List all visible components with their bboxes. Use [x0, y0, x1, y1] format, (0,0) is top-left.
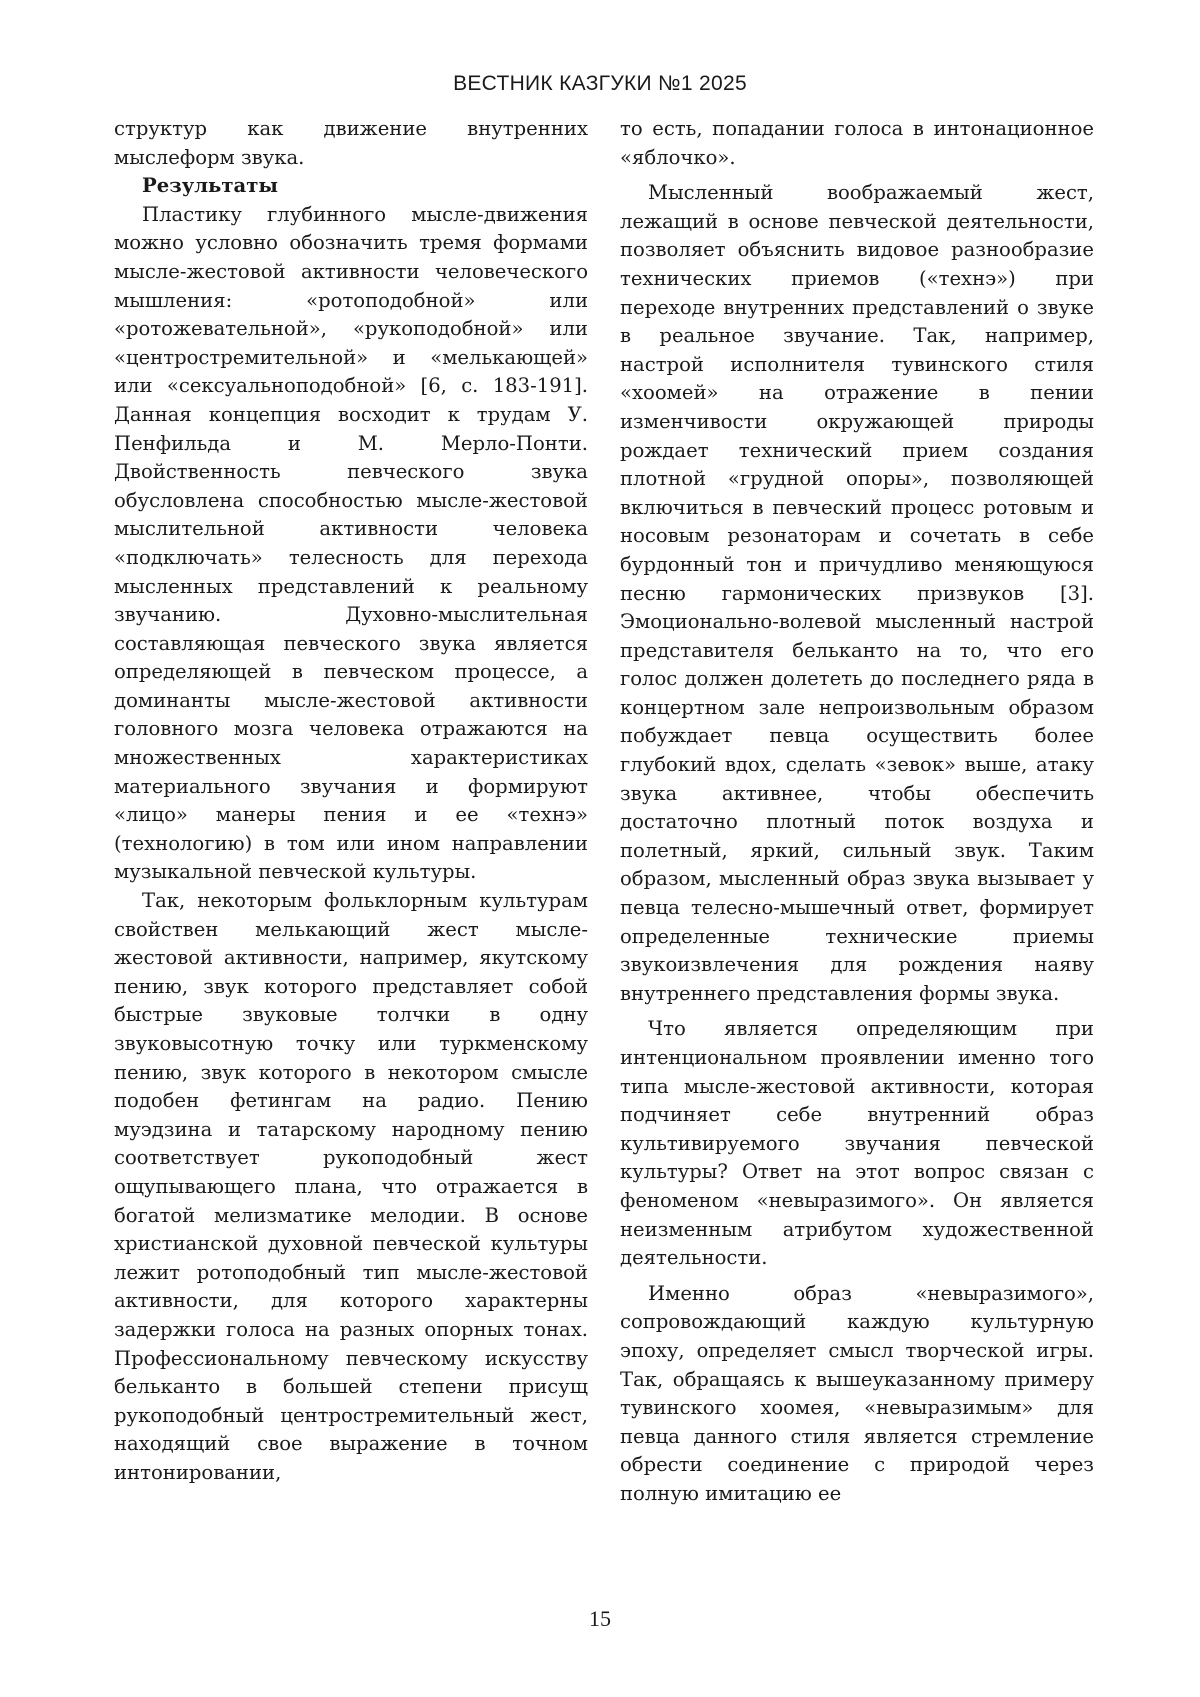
right-continuation-text: то есть, попадании голоса в интонационное «яблочко».	[620, 117, 1094, 169]
left-column	[114, 115, 588, 1488]
right-column	[620, 115, 1094, 1509]
right-paragraph-1: Мысленный воображаемый жест, лежащий в основе певческой деятельности, позволяет объяснить видовое разнообразие технических приемов («технэ») при переходе внутренних представлений о звуке в реальное звучание. Так, например, настрой исполнителя тувинского стиля «хоомей» на отражение в пении изменчивости окружающей природы рождает технический прием создания плотной «грудной опоры», позволяющей включиться в певческий процесс ротовым и носовым резонаторам и сочетать в себе бурдонный тон и причудливо меняющуюся песню гармонических призвуков [3]. Эмоционально-волевой мысленный настрой представителя бельканто на то, что его голос должен долететь до последнего ряда в концертном зале непроизвольным образом побуждает певца осуществить более глубокий вдох, сделать «зевок» выше, атаку звука активнее, чтобы обеспечить достаточно плотный поток воздуха и полетный, яркий, сильный звук. Таким образом, мысленный образ звука вызывает у певца телесно-мышечный ответ, формирует определенные технические приемы звукоизвлечения для рождения наяву внутреннего представления формы звука.	[620, 181, 1094, 1005]
left-paragraph-1: Пластику глубинного мысле-движения можно условно обозначить тремя формами мысле-жестовой активности человеческого мышления: «ротоподобной» или «ротожевательной», «рукоподобной» или «центростремительной» и «мелькающей» или «сексуальноподобной» [6, с. 183-191]. Данная концепция восходит к трудам У. Пенфильда и М. Мерло-Понти. Двойственность певческого звука обусловлена способностью мысле-жестовой мыслительной активности человека «подключать» телесность для перехода мысленных представлений к реальному звучанию. Духовно-мыслительная составляющая певческого звука является определяющей в певческом процессе, а доминанты мысле-жестовой активности головного мозга человека отражаются на множественных характеристиках материального звучания и формируют «лицо» манеры пения и ее «технэ» (технологию) в том или ином направлении музыкальной певческой культуры.	[114, 202, 588, 884]
left-paragraph-2: Так, некоторым фольклорным культурам свойствен мелькающий жест мысле-жестовой активности, например, якутскому пению, звук которого представляет собой быстрые звуковые толчки в одну звуковысотную точку или туркменскому пению, звук которого в некотором смысле подобен фетингам на радио. Пению муэдзина и татарскому народному пению соответствует рукоподобный жест ощупывающего плана, что отражается в богатой мелизматике мелодии. В основе христианской духовной певческой культуры лежит ротоподобный тип мысле-жестовой активности, для которого характерны задержки голоса на разных опорных тонах. Профессиональному певческому искусству бельканто в большей степени присущ рукоподобный центростремительный жест, находящий свое выражение в точном интонировании,	[114, 889, 588, 1484]
left-continuation-text: структур как движение внутренних мыслеформ звука.	[114, 117, 588, 169]
right-paragraph-3: Именно образ «невыразимого», сопровождающий каждую культурную эпоху, определяет смысл творческой игры. Так, обращаясь к вышеуказанному примеру тувинского хоомея, «невыразимым» для певца данного стиля является стремление обрести соединение с природой через полную имитацию ее	[620, 1281, 1094, 1505]
right-paragraph-2: Что является определяющим при интенциональном проявлении именно того типа мысле-жестовой активности, которая подчиняет себе внутренний образ культивируемого звучания певческой культуры? Ответ на этот вопрос связан с феноменом «невыразимого». Он является неизменным атрибутом художественной деятельности.	[620, 1017, 1094, 1270]
page-number: 15	[589, 1606, 611, 1631]
journal-header: ВЕСТНИК КАЗГУКИ №1 2025	[453, 72, 747, 95]
section-heading-results: Результаты	[142, 174, 278, 198]
